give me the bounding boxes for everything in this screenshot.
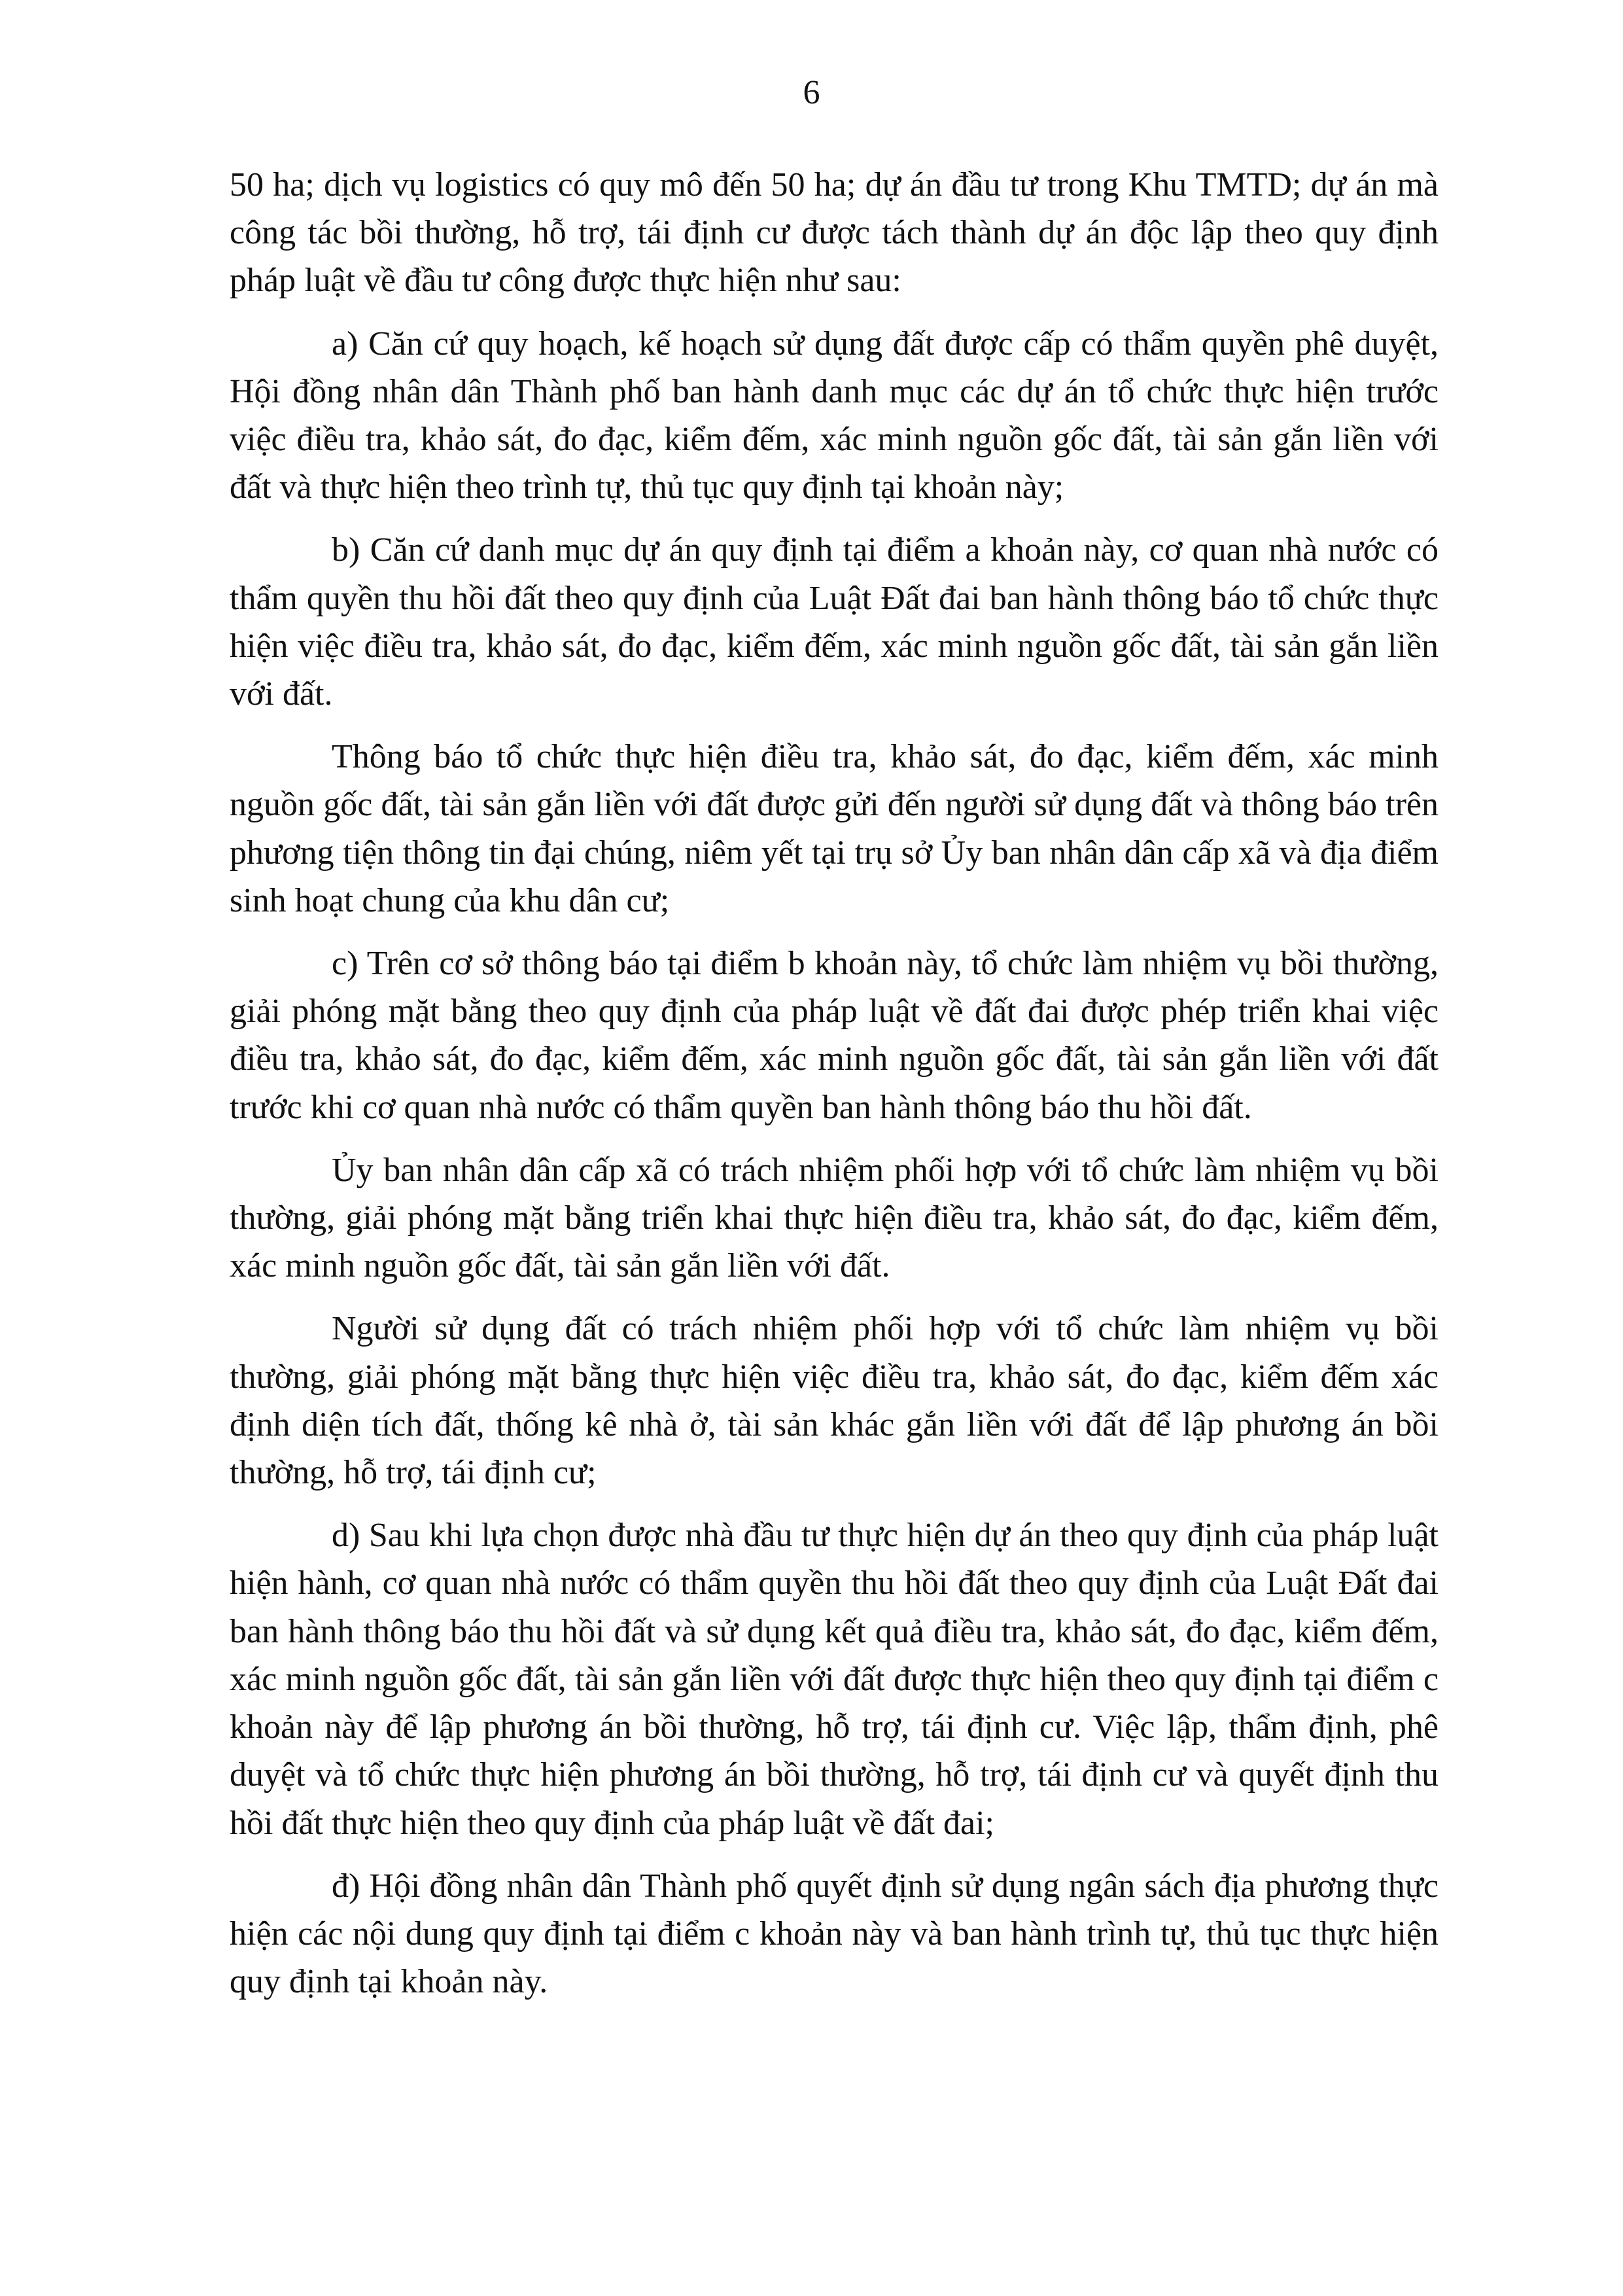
- paragraph-land-user: Người sử dụng đất có trách nhiệm phối hợp với tổ chức làm nhiệm vụ bồi thường, giải phóng mặt bằng thực hiện việc điều tra, khảo sát, đo đạc, kiểm đếm xác định diện tích đất, thống kê nhà ở, tài sản khác gắn liền với đất để lập phương án bồi thường, hỗ trợ, tái định cư;: [230, 1310, 1439, 1492]
- paragraph-point-c: c) Trên cơ sở thông báo tại điểm b khoản này, tổ chức làm nhiệm vụ bồi thường, giải phóng mặt bằng theo quy định của pháp luật về đất đai được phép triển khai việc điều tra, khảo sát, đo đạc, kiểm đếm, xác minh nguồn gốc đất, tài sản gắn liền với đất trước khi cơ quan nhà nước có thẩm quyền ban hành thông báo thu hồi đất.: [230, 945, 1439, 1126]
- page-number: 6: [803, 74, 820, 111]
- paragraph-point-a: a) Căn cứ quy hoạch, kế hoạch sử dụng đất được cấp có thẩm quyền phê duyệt, Hội đồng nhân dân Thành phố ban hành danh mục các dự án tổ chức thực hiện trước việc điều tra, khảo sát, đo đạc, kiểm đếm, xác minh nguồn gốc đất, tài sản gắn liền với đất và thực hiện theo trình tự, thủ tục quy định tại khoản này;: [230, 325, 1439, 506]
- paragraph-continuation: 50 ha; dịch vụ logistics có quy mô đến 50 ha; dự án đầu tư trong Khu TMTD; dự án mà công tác bồi thường, hỗ trợ, tái định cư được tách thành dự án độc lập theo quy định pháp luật về đầu tư công được thực hiện như sau:: [230, 166, 1439, 300]
- paragraph-notice: Thông báo tổ chức thực hiện điều tra, khảo sát, đo đạc, kiểm đếm, xác minh nguồn gốc đất, tài sản gắn liền với đất được gửi đến người sử dụng đất và thông báo trên phương tiện thông tin đại chúng, niêm yết tại trụ sở Ủy ban nhân dân cấp xã và địa điểm sinh hoạt chung của khu dân cư;: [230, 738, 1439, 919]
- paragraph-commune-committee: Ủy ban nhân dân cấp xã có trách nhiệm phối hợp với tổ chức làm nhiệm vụ bồi thường, giải phóng mặt bằng triển khai thực hiện điều tra, khảo sát, đo đạc, kiểm đếm, xác minh nguồn gốc đất, tài sản gắn liền với đất.: [230, 1151, 1439, 1285]
- paragraph-point-b: b) Căn cứ danh mục dự án quy định tại điểm a khoản này, cơ quan nhà nước có thẩm quyền thu hồi đất theo quy định của Luật Đất đai ban hành thông báo tổ chức thực hiện việc điều tra, khảo sát, đo đạc, kiểm đếm, xác minh nguồn gốc đất, tài sản gắn liền với đất.: [230, 531, 1439, 713]
- document-body: [230, 161, 1439, 2021]
- paragraph-point-dd: đ) Hội đồng nhân dân Thành phố quyết định sử dụng ngân sách địa phương thực hiện các nội dung quy định tại điểm c khoản này và ban hành trình tự, thủ tục thực hiện quy định tại khoản này.: [230, 1867, 1439, 2001]
- paragraph-point-d: d) Sau khi lựa chọn được nhà đầu tư thực hiện dự án theo quy định của pháp luật hiện hành, cơ quan nhà nước có thẩm quyền thu hồi đất theo quy định của Luật Đất đai ban hành thông báo thu hồi đất và sử dụng kết quả điều tra, khảo sát, đo đạc, kiểm đếm, xác minh nguồn gốc đất, tài sản gắn liền với đất được thực hiện theo quy định tại điểm c khoản này để lập phương án bồi thường, hỗ trợ, tái định cư. Việc lập, thẩm định, phê duyệt và tổ chức thực hiện phương án bồi thường, hỗ trợ, tái định cư và quyết định thu hồi đất thực hiện theo quy định của pháp luật về đất đai;: [230, 1517, 1439, 1842]
